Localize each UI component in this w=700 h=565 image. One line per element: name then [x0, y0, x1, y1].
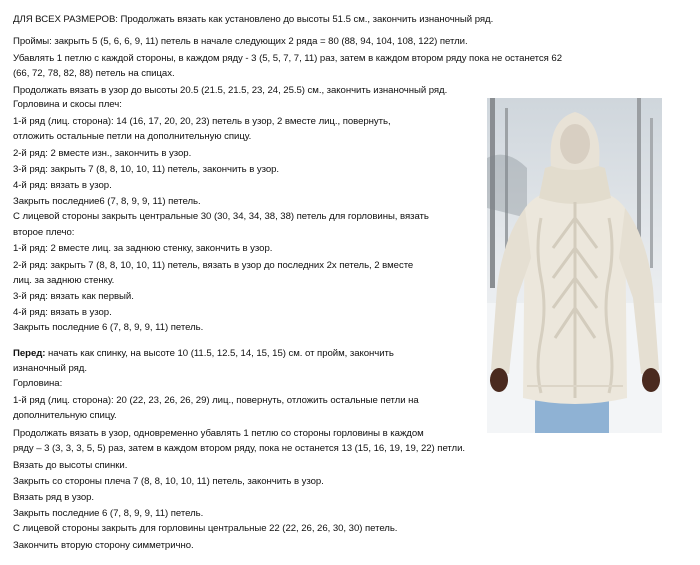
text-line: С лицевой стороны закрыть для горловины центральные 22 (22, 26, 26, 30, 30) петель.: [13, 523, 398, 534]
text-line: С лицевой стороны закрыть центральные 30 (30, 34, 34, 38, 38) петель для горловины, вязать: [13, 211, 429, 222]
text-line: ряду – 3 (3, 3, 3, 5, 5) раз, затем в каждом втором ряду, пока не останется 13 (15, 16, 19, 19, 22) петли.: [13, 443, 466, 454]
text-line: Закрыть последние 6 (7, 8, 9, 9, 11) петель.: [13, 322, 204, 333]
text-line: Закончить вторую сторону симметрично.: [13, 540, 194, 551]
text-line: Продолжать вязать в узор до высоты 20.5 (21.5, 21.5, 23, 24, 25.5) см., закончить изнаночный ряд.: [13, 85, 448, 96]
section-heading-front: Перед: начать как спинку, на высоте 10 (11.5, 12.5, 14, 15, 15) см. от пройм, закончить: [13, 348, 394, 359]
text-line: Вязать ряд в узор.: [13, 492, 95, 503]
text-line: 1-й ряд: 2 вместе лиц. за заднюю стенку, закончить в узор.: [13, 243, 273, 254]
text-line: изнаночный ряд.: [13, 363, 87, 374]
text-line: 3-й ряд: закрыть 7 (8, 8, 10, 10, 11) петель, закончить в узор.: [13, 164, 280, 175]
text-line: (66, 72, 78, 82, 88) петель на спицах.: [13, 68, 175, 79]
sweater-photo: [487, 98, 662, 433]
text-line: Закрыть последние6 (7, 8, 9, 9, 11) петель.: [13, 196, 201, 207]
text-line: Вязать до высоты спинки.: [13, 460, 128, 471]
text-line: отложить остальные петли на дополнительную спицу.: [13, 131, 252, 142]
text-line: 4-й ряд: вязать в узор.: [13, 307, 112, 318]
section-label: Перед:: [13, 348, 46, 359]
text-line: 4-й ряд: вязать в узор.: [13, 180, 112, 191]
text-line: Закрыть последние 6 (7, 8, 9, 9, 11) петель.: [13, 508, 204, 519]
text-line: дополнительную спицу.: [13, 410, 117, 421]
text-line: лиц. за заднюю стенку.: [13, 275, 115, 286]
text-line: Горловина и скосы плеч:: [13, 99, 122, 110]
text-line: Убавлять 1 петлю с каждой стороны, в каждом ряду - 3 (5, 5, 7, 7, 11) раз, затем в каждом втором ряду пока не останется 62: [13, 53, 562, 64]
text-line: Проймы: закрыть 5 (5, 6, 6, 9, 11) петель в начале следующих 2 ряда = 80 (88, 94, 104, 108, 122) петли.: [13, 36, 468, 47]
text-line: 1-й ряд (лиц. сторона): 20 (22, 23, 26, 26, 29) лиц., повернуть, отложить остальные петли на: [13, 395, 419, 406]
text-line: ДЛЯ ВСЕХ РАЗМЕРОВ: Продолжать вязать как установлено до высоты 51.5 см., закончить изнаночный ряд.: [13, 14, 494, 25]
text-line: Горловина:: [13, 378, 63, 389]
text-line: 2-й ряд: 2 вместе изн., закончить в узор.: [13, 148, 192, 159]
text-line: Продолжать вязать в узор, одновременно убавлять 1 петлю со стороны горловины в каждом: [13, 428, 424, 439]
text-line: Закрыть со стороны плеча 7 (8, 8, 10, 10, 11) петель, закончить в узор.: [13, 476, 324, 487]
text-line: второе плечо:: [13, 227, 75, 238]
text-line: 2-й ряд: закрыть 7 (8, 8, 10, 10, 11) петель, вязать в узор до последних 2х петель, 2 вместе: [13, 260, 414, 271]
text-line: 1-й ряд (лиц. сторона): 14 (16, 17, 20, 20, 23) петель в узор, 2 вместе лиц., повернуть,: [13, 116, 391, 127]
text-line: 3-й ряд: вязать как первый.: [13, 291, 134, 302]
